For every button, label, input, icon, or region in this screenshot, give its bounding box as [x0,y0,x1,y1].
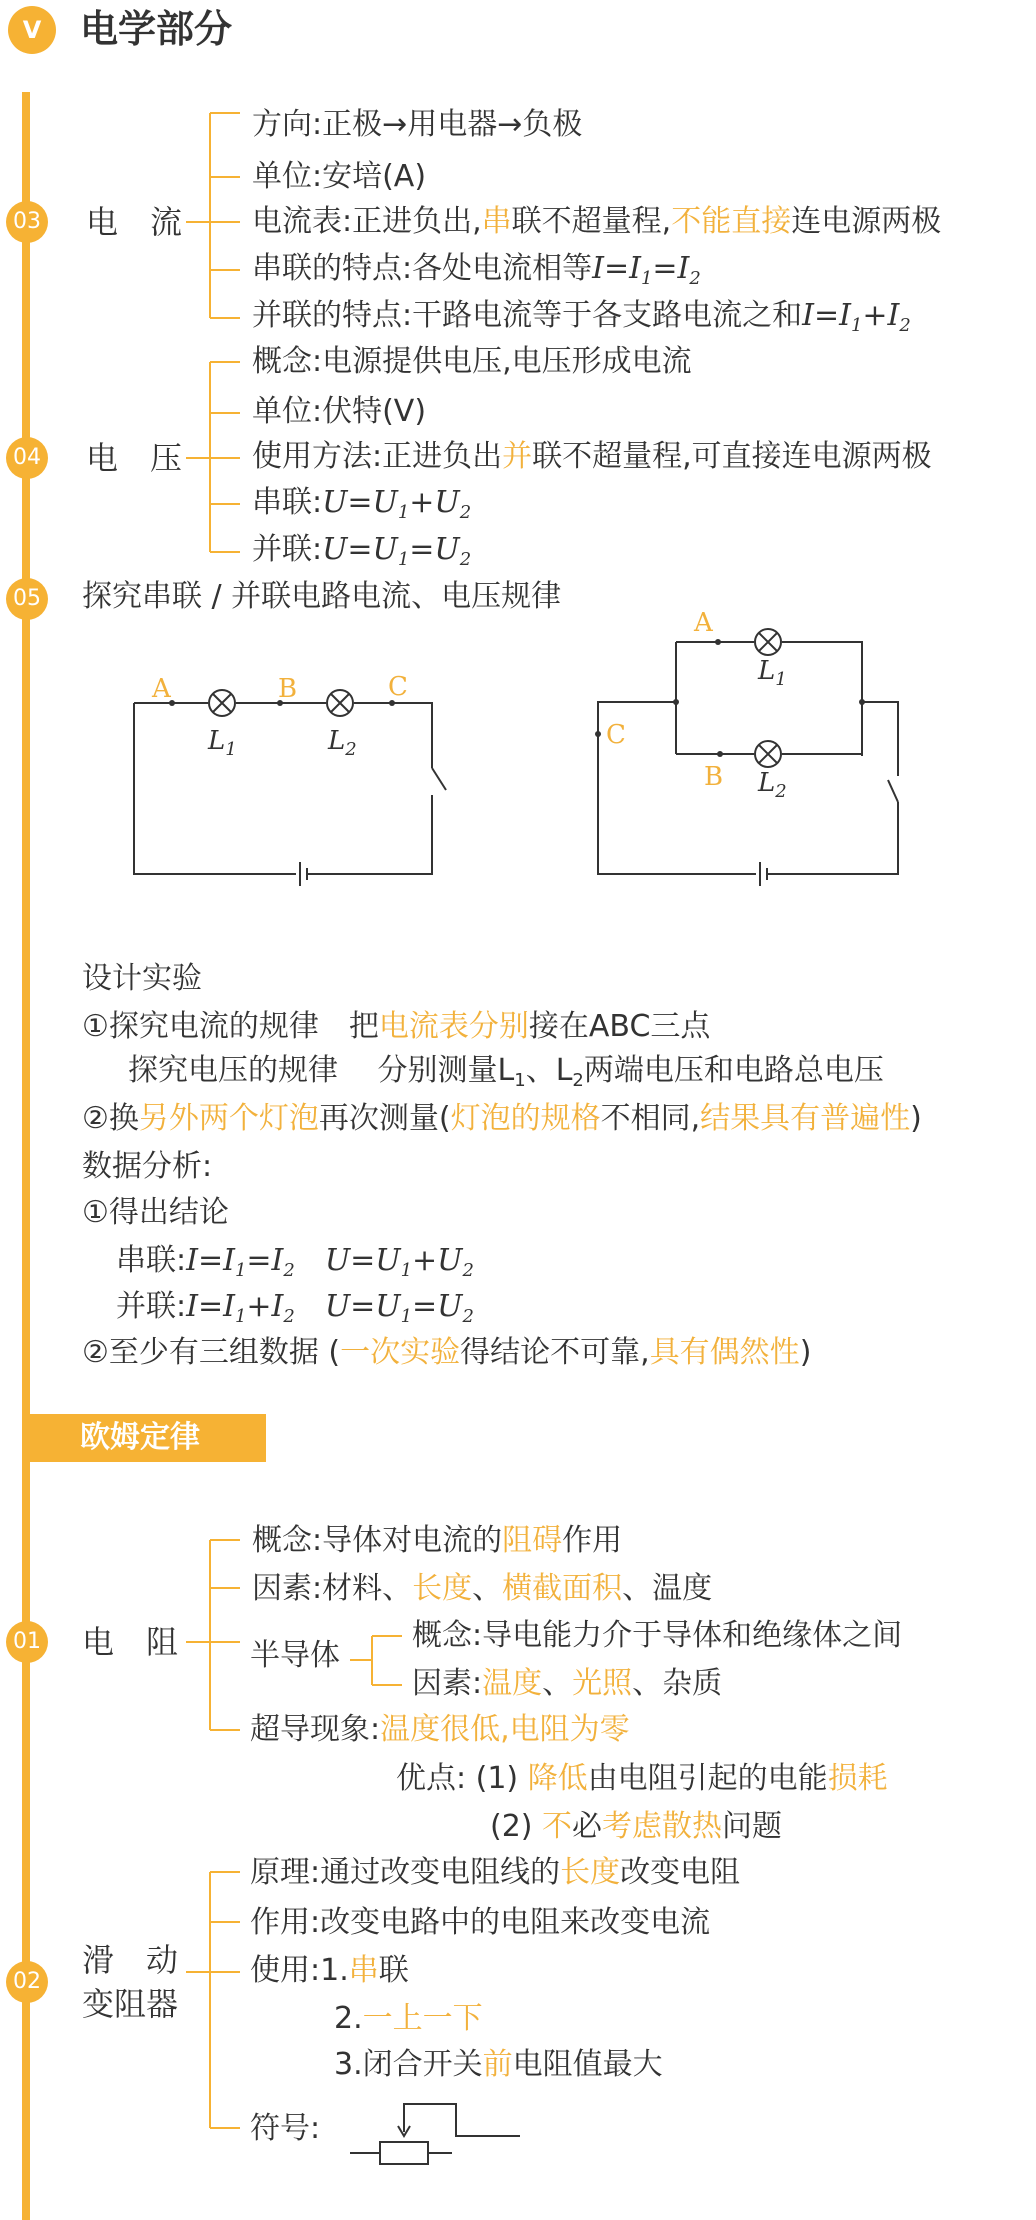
design-line-2: 探究电压的规律 分别测量$L_1$、$L_2$两端电压和电路总电压 [128,1053,884,1091]
series-point-c: C [388,672,408,702]
experiment-title: 探究串联 / 并联电路电流、电压规律 [82,579,562,614]
rheostat-symbol-label: 符号: [250,2111,321,2146]
resistance-concept: 概念:导体对电流的阻碍作用 [252,1523,623,1558]
parallel-current: 并联的特点:干路电流等于各支路电流之和$I=I_1+I_2$ [252,298,911,336]
rheostat-usage-3: 3.闭合开关前电阻值最大 [334,2047,663,2082]
label-resistance: 电 阻 [82,1623,179,1661]
badge-03: 03 [6,201,48,243]
resistance-factors: 因素:材料、长度、横截面积、温度 [252,1571,713,1606]
series-voltage: 串联$:U=U_1+U_2$ [252,485,472,523]
parallel-l1: $L_1$ [758,656,787,690]
section-badge: V [8,6,56,54]
conclusion-title: ①得出结论 [82,1195,229,1230]
circuit-diagrams [0,0,1036,920]
superconductor-advantage-1: 优点: (1) 降低由电阻引起的电能损耗 [396,1761,888,1796]
superconductor-advantage-2: (2) 不必考虑散热问题 [490,1809,783,1844]
series-point-a: A [152,674,171,704]
label-rheostat-1: 滑 动 [82,1941,179,1979]
badge-05: 05 [6,578,48,620]
parallel-point-b: B [704,762,724,792]
current-direction: 方向:正极→用电器→负极 [252,107,583,142]
series-l1: $L_1$ [208,726,237,760]
semiconductor-factors: 因素:温度、光照、杂质 [412,1666,723,1701]
series-point-b: B [278,674,298,704]
superconductivity: 超导现象:温度很低,电阻为零 [250,1712,630,1747]
rheostat-symbol [340,2096,540,2176]
analysis-title: 数据分析: [82,1149,213,1184]
current-unit: 单位:安培(A) [252,159,427,194]
parallel-voltage: 并联$:U=U_1=U_2$ [252,532,472,570]
parallel-formula: 并联$:I=I_1+I_2$ $U=U_1=U_2$ [116,1289,474,1327]
rheostat-usage-2: 2.一上一下 [334,2001,483,2036]
parallel-point-a: A [694,608,713,638]
ohm-law-banner: 欧姆定律 [30,1414,266,1462]
page-title: 电学部分 [80,7,233,51]
semiconductor-concept: 概念:导电能力介于导体和绝缘体之间 [412,1618,903,1653]
label-voltage: 电 压 [86,439,183,477]
parallel-point-c: C [606,720,626,750]
badge-02: 02 [6,1961,48,2003]
design-line-4: ②至少有三组数据 (一次实验得结论不可靠,具有偶然性) [82,1335,812,1370]
series-formula: 串联$:I=I_1=I_2$ $U=U_1+U_2$ [116,1243,474,1281]
ammeter-rule: 电流表:正进负出,串联不超量程,不能直接连电源两极 [252,204,942,239]
design-title: 设计实验 [82,961,202,996]
design-line-1: ①探究电流的规律 把电流表分别接在ABC三点 [82,1009,711,1044]
rheostat-function: 作用:改变电路中的电阻来改变电流 [250,1905,711,1940]
label-current: 电 流 [86,203,183,241]
voltage-unit: 单位:伏特(V) [252,394,427,429]
badge-01: 01 [6,1621,48,1663]
semiconductor-label: 半导体 [250,1638,340,1673]
voltage-concept: 概念:电源提供电压,电压形成电流 [252,344,692,379]
rheostat-principle: 原理:通过改变电阻线的长度改变电阻 [250,1855,741,1890]
label-rheostat-2: 变阻器 [82,1985,179,2023]
design-line-3: ②换另外两个灯泡再次测量(灯泡的规格不相同,结果具有普遍性) [82,1101,922,1136]
badge-04: 04 [6,437,48,479]
rheostat-usage-1: 使用:1.串联 [250,1953,409,1988]
series-current: 串联的特点:各处电流相等$I=I_1=I_2$ [252,251,701,289]
parallel-l2: $L_2$ [758,768,787,802]
series-l2: $L_2$ [328,726,357,760]
voltmeter-rule: 使用方法:正进负出并联不超量程,可直接连电源两极 [252,439,932,474]
